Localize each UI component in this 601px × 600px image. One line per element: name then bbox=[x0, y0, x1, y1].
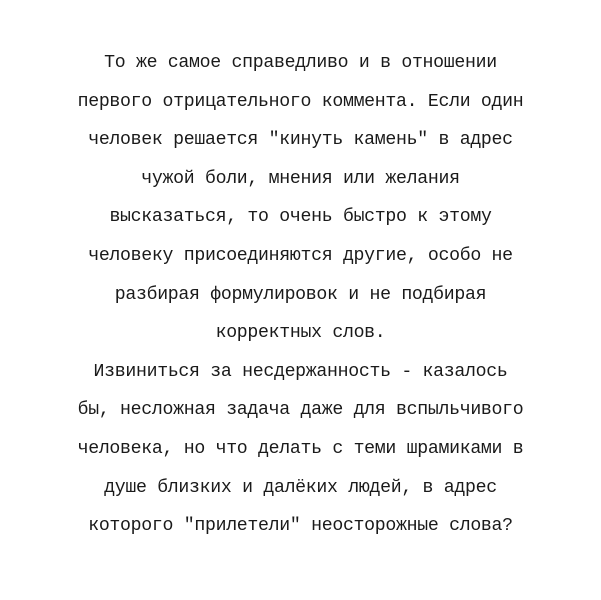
text-line: человек решается "кинуть камень" в адрес bbox=[88, 130, 513, 151]
paragraph-2 bbox=[0, 353, 601, 546]
text-line: человеку присоединяются другие, особо не bbox=[88, 245, 513, 266]
text-line: первого отрицательного коммента. Если один bbox=[77, 91, 524, 112]
text-line: бы, несложная задача даже для вспыльчивого bbox=[77, 400, 524, 421]
text-line: То же самое справедливо и в отношении bbox=[104, 53, 497, 73]
text-line: чужой боли, мнения или желания bbox=[141, 168, 460, 189]
paragraph-1 bbox=[0, 44, 601, 353]
text-line: высказаться, то очень быстро к этому bbox=[109, 207, 492, 228]
text-line: Извиниться за несдержанность - казалось bbox=[93, 361, 508, 382]
text-line: корректных слов. bbox=[215, 323, 386, 344]
text-line: разбирая формулировок и не подбирая bbox=[114, 284, 487, 305]
text-line: душе близких и далёких людей, в адрес bbox=[104, 477, 497, 498]
text-document bbox=[0, 44, 601, 546]
text-line: которого "прилетели" неосторожные слова? bbox=[88, 516, 513, 537]
text-line: человека, но что делать с теми шрамиками в bbox=[77, 438, 524, 459]
